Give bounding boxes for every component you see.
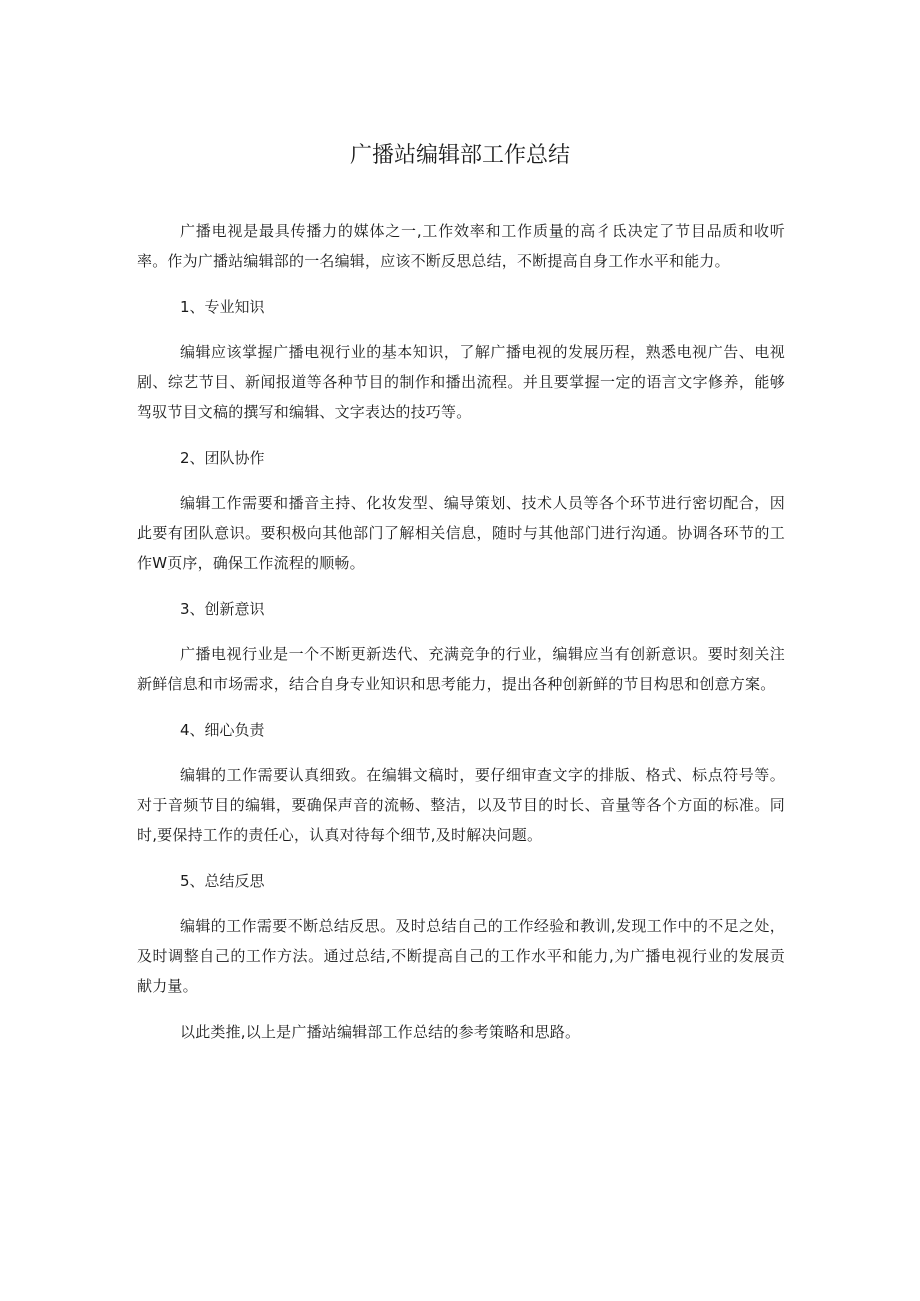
section-paragraph-5: 编辑的工作需要不断总结反思。及时总结自己的工作经验和教训,发现工作中的不足之处，及时调整自己的工作方法。通过总结,不断提高自己的工作水平和能力,为广播电视行业的发展贡献力量。 — [137, 917, 785, 995]
section-heading-1: 1、专业知识 — [180, 298, 265, 316]
section-heading-2: 2、团队协作 — [180, 449, 265, 467]
document-title: 广播站编辑部工作总结 — [349, 143, 570, 168]
document-body — [137, 216, 785, 1047]
section-paragraph-3: 广播电视行业是一个不断更新迭代、充满竞争的行业，编辑应当有创新意识。要时刻关注新鲜信息和市场需求，结合自身专业知识和思考能力，提出各种创新鲜的节目构思和创意方案。 — [137, 645, 785, 693]
section-heading-5: 5、总结反思 — [180, 872, 265, 890]
section-heading-4: 4、细心负责 — [180, 721, 265, 739]
section-paragraph-2: 编辑工作需要和播音主持、化妆发型、编导策划、技术人员等各个环节进行密切配合，因此要有团队意识。要积极向其他部门了解相关信息，随时与其他部门进行沟通。协调各环节的工作W页序，确保工作流程的顺畅。 — [137, 494, 785, 572]
intro-paragraph: 广播电视是最具传播力的媒体之一,工作效率和工作质量的高彳氐决定了节目品质和收听率。作为广播站编辑部的一名编辑，应该不断反思总结，不断提高自身工作水平和能力。 — [137, 222, 785, 270]
section-heading-3: 3、创新意识 — [180, 600, 265, 618]
section-paragraph-4: 编辑的工作需要认真细致。在编辑文稿时，要仔细审查文字的排版、格式、标点符号等。对于音频节目的编辑，要确保声音的流畅、整洁，以及节目的时长、音量等各个方面的标准。同时,要保持工作的责任心，认真对待每个细节,及时解决问题。 — [137, 766, 785, 844]
section-paragraph-1: 编辑应该掌握广播电视行业的基本知识，了解广播电视的发展历程，熟悉电视广告、电视剧、综艺节目、新闻报道等各种节目的制作和播出流程。并且要掌握一定的语言文字修养，能够驾驭节目文稿的撰写和编辑、文字表达的技巧等。 — [137, 343, 785, 421]
closing-paragraph: 以此类推,以上是广播站编辑部工作总结的参考策略和思路。 — [180, 1023, 581, 1041]
